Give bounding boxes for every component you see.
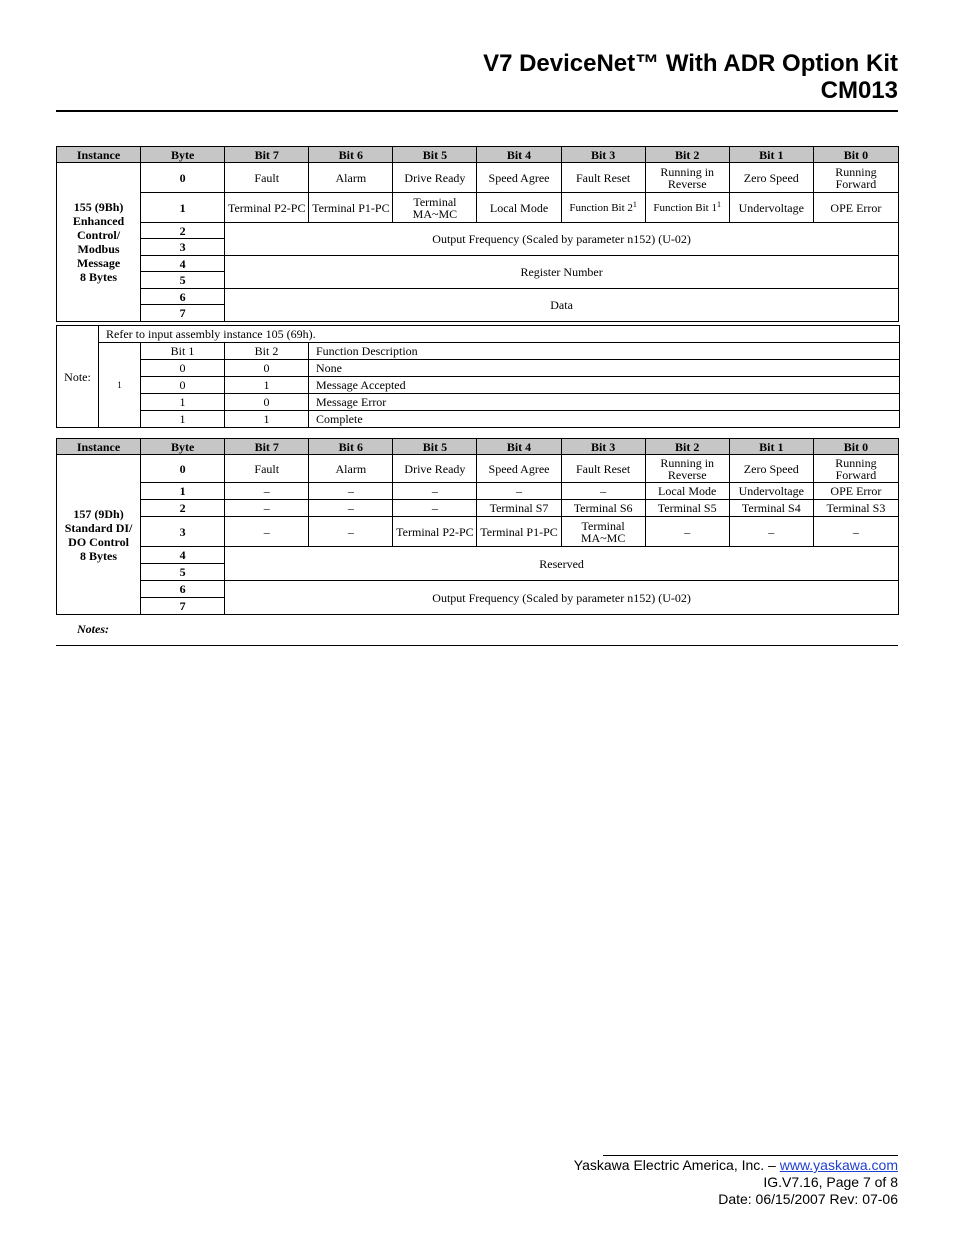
bit-label: Function Bit 2 [569, 201, 633, 214]
table-row [57, 547, 899, 564]
document-header [483, 50, 898, 104]
table-row [57, 289, 899, 305]
bit-cell: Terminal P1-PC [477, 517, 561, 547]
bit-cell: Terminal S6 [561, 500, 645, 517]
note-marker: 1 [99, 343, 141, 428]
note-cell: Message Error [309, 394, 900, 411]
col-header: Bit 3 [561, 147, 645, 163]
bit-cell: Local Mode [645, 483, 729, 500]
notes-label: Notes: [77, 622, 109, 636]
instance-line: DO Control [68, 534, 129, 549]
col-header: Bit 1 [729, 147, 813, 163]
instance-line: Standard DI/ [64, 520, 133, 535]
bit-cell: – [393, 500, 477, 517]
bit-cell: Terminal S4 [729, 500, 813, 517]
bit-cell: Speed Agree [477, 163, 561, 193]
byte-cell: 0 [141, 455, 225, 483]
note-cell: 1 [225, 411, 309, 428]
col-header: Bit 5 [393, 439, 477, 455]
document-code: CM013 [820, 77, 898, 104]
instance-line: 155 (9Bh) [73, 200, 124, 214]
bit-cell: OPE Error [813, 193, 898, 223]
span-cell: Output Frequency (Scaled by parameter n152) (U-02) [225, 581, 899, 615]
bit-cell: Running Forward [813, 455, 898, 483]
footnote-marker: 1 [716, 199, 721, 209]
col-header: Instance [57, 439, 141, 455]
bit-cell: Alarm [309, 163, 393, 193]
instance-line: Modbus [77, 242, 120, 256]
byte-cell: 1 [141, 193, 225, 223]
col-header: Bit 3 [561, 439, 645, 455]
table-row [57, 193, 899, 223]
note-header: Function Description [309, 343, 900, 360]
note-cell: Message Accepted [309, 377, 900, 394]
note-cell: 1 [141, 411, 225, 428]
note-cell: 0 [225, 394, 309, 411]
note-cell: 0 [141, 377, 225, 394]
bit-cell: Terminal P2-PC [225, 193, 309, 223]
bit-cell: Running Forward [813, 163, 898, 193]
bit-cell: Speed Agree [477, 455, 561, 483]
col-header: Bit 7 [225, 147, 309, 163]
bit-cell: Fault Reset [561, 455, 645, 483]
bit-cell: Undervoltage [729, 193, 813, 223]
footer-company-line [574, 1157, 898, 1174]
table-row [57, 483, 899, 500]
bit-cell: Terminal MA~MC [561, 517, 645, 547]
note-reference: Refer to input assembly instance 105 (69h). [99, 326, 900, 343]
bit-cell: – [645, 517, 729, 547]
note-cell: 1 [225, 377, 309, 394]
footer-page: IG.V7.16, Page 7 of 8 [763, 1174, 898, 1190]
instance-line: Control/ [76, 228, 121, 242]
span-cell: Output Frequency (Scaled by parameter n152) (U-02) [225, 223, 899, 256]
instance-line: Enhanced [72, 214, 125, 228]
col-header: Bit 1 [729, 439, 813, 455]
assembly-table-157 [56, 438, 899, 615]
table-row [57, 343, 900, 360]
instance-line: Message [76, 256, 121, 270]
bit-cell [561, 193, 645, 223]
instance-line: 8 Bytes [80, 270, 118, 284]
byte-cell: 5 [141, 272, 225, 289]
col-header: Bit 4 [477, 147, 561, 163]
bit-cell: Zero Speed [729, 455, 813, 483]
byte-cell: 0 [141, 163, 225, 193]
bit-cell: Terminal P1-PC [309, 193, 393, 223]
span-cell: Data [225, 289, 899, 322]
document-title: V7 DeviceNet™ With ADR Option Kit [483, 50, 898, 77]
bit-cell: – [309, 517, 393, 547]
col-header: Bit 6 [309, 147, 393, 163]
byte-cell: 4 [141, 547, 225, 564]
note-cell: 0 [141, 360, 225, 377]
col-header: Bit 2 [645, 439, 729, 455]
table-row [57, 517, 899, 547]
bit-cell: Terminal MA~MC [393, 193, 477, 223]
note-cell: 0 [225, 360, 309, 377]
table-row [57, 163, 899, 193]
header-rule [56, 110, 898, 112]
col-header: Instance [57, 147, 141, 163]
table-row [57, 500, 899, 517]
bit-cell: – [309, 500, 393, 517]
bit-cell: – [729, 517, 813, 547]
col-header: Bit 4 [477, 439, 561, 455]
bit-cell: – [225, 483, 309, 500]
byte-cell: 3 [141, 239, 225, 256]
bit-cell: Terminal P2-PC [393, 517, 477, 547]
table-row [57, 455, 899, 483]
bit-cell: Drive Ready [393, 163, 477, 193]
note-label: Note: [57, 326, 99, 428]
table-row [57, 377, 900, 394]
instance-line: 8 Bytes [80, 548, 118, 563]
note-table [56, 325, 900, 428]
instance-line: 157 (9Dh) [73, 506, 124, 521]
col-header: Byte [141, 147, 225, 163]
byte-cell: 4 [141, 256, 225, 272]
table-header-row [57, 439, 899, 455]
col-header: Bit 0 [813, 439, 898, 455]
note-cell: Complete [309, 411, 900, 428]
bit-cell: – [561, 483, 645, 500]
bit-cell: Terminal S3 [813, 500, 898, 517]
byte-cell: 2 [141, 500, 225, 517]
bit-cell: Undervoltage [729, 483, 813, 500]
bit-cell: Running in Reverse [645, 455, 729, 483]
bit-label: Function Bit 1 [653, 201, 717, 214]
bit-cell: – [309, 483, 393, 500]
note-cell: None [309, 360, 900, 377]
byte-cell: 1 [141, 483, 225, 500]
bit-cell: Terminal S7 [477, 500, 561, 517]
col-header: Bit 2 [645, 147, 729, 163]
table-row [57, 326, 900, 343]
table-row [57, 581, 899, 598]
note-header: Bit 1 [141, 343, 225, 360]
col-header: Bit 7 [225, 439, 309, 455]
table-row [57, 411, 900, 428]
span-cell: Reserved [225, 547, 899, 581]
byte-cell: 6 [141, 289, 225, 305]
notes-rule [56, 645, 898, 646]
bit-cell: Fault [225, 163, 309, 193]
bit-cell: Local Mode [477, 193, 561, 223]
table-row [57, 360, 900, 377]
bit-cell [645, 193, 729, 223]
instance-cell [57, 163, 141, 322]
table-header-row [57, 147, 899, 163]
bit-cell: Alarm [309, 455, 393, 483]
bit-cell: Fault [225, 455, 309, 483]
byte-cell: 2 [141, 223, 225, 239]
span-cell: Register Number [225, 256, 899, 289]
bit-cell: Zero Speed [729, 163, 813, 193]
bit-cell: – [477, 483, 561, 500]
byte-cell: 5 [141, 564, 225, 581]
footer-company: Yaskawa Electric America, Inc. – [573, 1157, 780, 1173]
table-row [57, 223, 899, 239]
col-header: Bit 6 [309, 439, 393, 455]
instance-cell [57, 455, 141, 615]
note-cell: 1 [141, 394, 225, 411]
table-row [57, 394, 900, 411]
byte-cell: 6 [141, 581, 225, 598]
bit-cell: – [225, 500, 309, 517]
footnote-marker: 1 [632, 199, 637, 209]
bit-cell: – [393, 483, 477, 500]
website-link[interactable]: www.yaskawa.com [779, 1157, 898, 1173]
bit-cell: Drive Ready [393, 455, 477, 483]
col-header: Byte [141, 439, 225, 455]
bit-cell: Fault Reset [561, 163, 645, 193]
assembly-table-155 [56, 146, 899, 322]
page-footer [574, 1157, 898, 1208]
col-header: Bit 5 [393, 147, 477, 163]
byte-cell: 3 [141, 517, 225, 547]
byte-cell: 7 [141, 598, 225, 615]
bit-cell: – [813, 517, 898, 547]
footer-date: Date: 06/15/2007 Rev: 07-06 [718, 1191, 898, 1207]
note-header: Bit 2 [225, 343, 309, 360]
col-header: Bit 0 [813, 147, 898, 163]
bit-cell: – [225, 517, 309, 547]
bit-cell: Terminal S5 [645, 500, 729, 517]
byte-cell: 7 [141, 305, 225, 322]
table-row [57, 256, 899, 272]
bit-cell: Running in Reverse [645, 163, 729, 193]
footer-rule [603, 1155, 898, 1156]
bit-cell: OPE Error [813, 483, 898, 500]
